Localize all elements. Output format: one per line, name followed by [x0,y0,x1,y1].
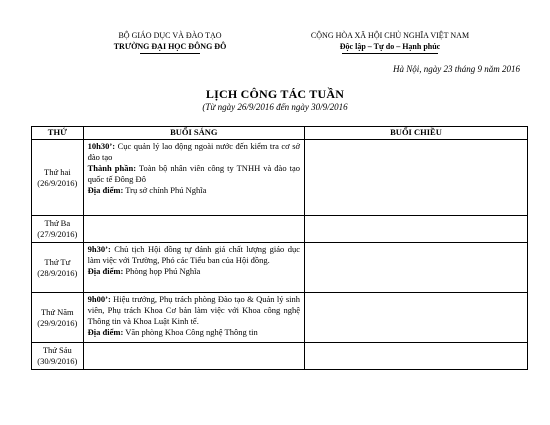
day-name: Thứ Tư [44,256,71,267]
col-header-morning: BUỔI SÁNG [83,127,304,140]
day-name: Thứ Ba [44,218,71,228]
event-line [88,244,300,266]
nation-name: CỘNG HÒA XÃ HỘI CHỦ NGHĨA VIỆT NAM [310,31,470,40]
day-cell [32,140,84,216]
day-name: Thứ Năm [40,306,74,317]
table-row [32,293,528,343]
col-header-afternoon: BUỔI CHIỀU [305,127,528,140]
location-line [88,266,300,277]
location-label: Địa điểm: [87,327,124,337]
event-content: Cục quản lý lao động ngoài nước đến kiểm tra cơ sở đào tạo [87,141,300,162]
page-title: LỊCH CÔNG TÁC TUẦN [205,87,345,101]
motto: Độc lập – Tự do – Hạnh phúc [339,42,441,51]
header-right [290,30,490,54]
event-line [88,141,300,163]
event-time: 9h30’: [87,244,111,254]
participants-text: Toàn bộ nhân viên công ty TNHH và đào tạo quốc tế Đông Đô [87,163,300,184]
header-left [70,30,270,54]
morning-cell [83,243,304,293]
day-date: (26/9/2016) [37,177,78,188]
school-underline [140,53,200,54]
event-content: Hiệu trưởng, Phụ trách phòng Đào tạo & Quản lý sinh viên, Phụ trách Khoa Cơ bản làm việc với Khoa công nghệ Thông tin và Khoa Luật Kinh tế. [87,294,300,326]
event-line [88,294,300,327]
location-label: Địa điểm: [87,185,124,195]
afternoon-cell [305,140,528,216]
day-cell [32,216,84,243]
day-cell [32,293,84,343]
day-date: (29/9/2016) [37,317,78,328]
morning-cell [83,140,304,216]
afternoon-cell [305,216,528,243]
table-row [32,140,528,216]
page-subtitle: (Từ ngày 26/9/2016 đến ngày 30/9/2016 [202,102,348,112]
participants-line [88,163,300,185]
day-name: Thứ Sáu [42,345,72,355]
location-line [88,327,300,338]
location-text: Trụ sở chính Phú Nghĩa [123,185,207,195]
ministry-name: BỘ GIÁO DỤC VÀ ĐÀO TẠO [118,31,222,40]
date-line: Hà Nội, ngày 23 tháng 9 năm 2016 [393,64,520,74]
col-header-day: THỨ [32,127,84,140]
day-date: (30/9/2016) [37,356,78,366]
morning-cell [83,216,304,243]
schedule-table [31,126,528,370]
event-content: Chủ tịch Hội đồng tự đánh giá chất lượng giáo dục làm việc với Trường, Phó các Tiểu ban của Hội đồng. [87,244,300,265]
table-row [32,216,528,243]
table-row [32,243,528,293]
location-text: Văn phòng Khoa Công nghệ Thông tin [123,327,258,337]
day-cell [32,243,84,293]
location-label: Địa điểm: [87,266,124,276]
day-name: Thứ hai [44,166,71,177]
motto-underline [342,53,438,54]
event-time: 10h30’: [87,141,116,151]
location-line [88,185,300,196]
participants-label: Thành phần: [87,163,137,173]
day-date: (28/9/2016) [37,267,78,278]
event-time: 9h00’: [87,294,111,304]
afternoon-cell [305,243,528,293]
afternoon-cell [305,343,528,370]
afternoon-cell [305,293,528,343]
table-header-row [32,127,528,140]
day-date: (27/9/2016) [37,229,78,239]
morning-cell [83,293,304,343]
morning-cell [83,343,304,370]
school-name: TRƯỜNG ĐẠI HỌC ĐÔNG ĐÔ [113,42,227,51]
day-cell [32,343,84,370]
table-row [32,343,528,370]
location-text: Phòng họp Phú Nghĩa [123,266,201,276]
